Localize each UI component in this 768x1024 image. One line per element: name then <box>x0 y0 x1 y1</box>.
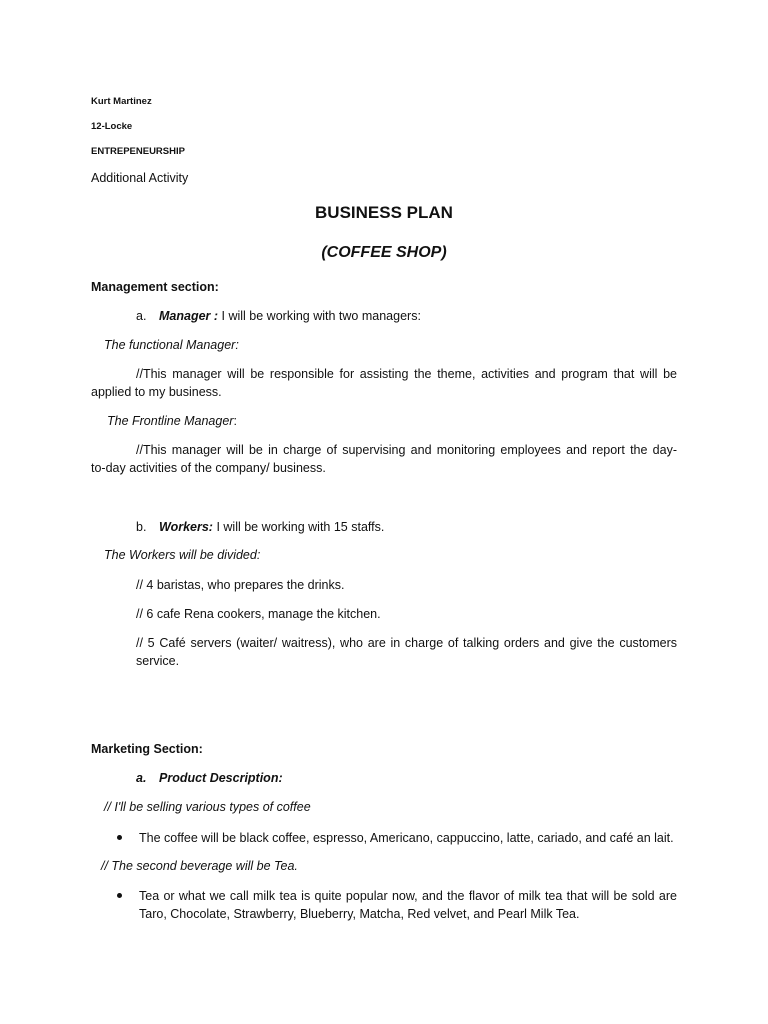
worker-servers-line-2: service. <box>136 654 180 668</box>
worker-cookers: // 6 cafe Rena cookers, manage the kitchen. <box>136 607 381 621</box>
frontline-manager-line-2: to-day activities of the company/ business. <box>91 461 326 475</box>
author-name: Kurt Martinez <box>91 96 152 107</box>
workers-heading: The Workers will be divided: <box>104 548 261 562</box>
activity-label: Additional Activity <box>91 171 189 185</box>
list-marker-b <box>136 518 146 537</box>
class-section: 12-Locke <box>91 121 133 132</box>
document-title: BUSINESS PLAN <box>315 203 453 222</box>
manager-label: Manager : <box>159 309 219 323</box>
list-marker-a <box>136 307 146 326</box>
marketing-heading: Marketing Section: <box>91 742 203 756</box>
workers-label: Workers: <box>159 520 213 534</box>
worker-baristas: // 4 baristas, who prepares the drinks. <box>136 578 345 592</box>
worker-servers-line-1: // 5 Café servers (waiter/ waitress), who are in charge of talking orders and give the customers <box>136 636 677 650</box>
manager-item <box>159 307 421 326</box>
tea-bullet-line-2: Taro, Chocolate, Strawberry, Blueberry, Matcha, Red velvet, and Pearl Milk Tea. <box>139 907 580 921</box>
workers-item <box>159 518 384 537</box>
functional-manager-heading: The functional Manager: <box>104 338 239 352</box>
frontline-manager-line-1: //This manager will be in charge of supervising and monitoring employees and report the day- <box>136 443 677 457</box>
functional-manager-line-1: //This manager will be responsible for assisting the theme, activities and program that will be <box>136 367 677 381</box>
frontline-manager-label: The Frontline Manager <box>107 414 234 428</box>
list-marker-a-label: a. <box>136 309 147 323</box>
list-marker-marketing-a: a. <box>136 771 147 785</box>
document-subtitle: (COFFEE SHOP) <box>321 244 447 261</box>
workers-text: I will be working with 15 staffs. <box>216 520 385 534</box>
coffee-bullet: The coffee will be black coffee, espresso, Americano, cappuccino, latte, cariado, and café an lait. <box>139 831 674 845</box>
bullet-icon <box>117 835 122 840</box>
frontline-colon: : <box>233 414 237 428</box>
list-marker-b-label: b. <box>136 520 147 534</box>
management-heading: Management section: <box>91 280 219 294</box>
product-description-heading: Product Description: <box>159 771 283 785</box>
functional-manager-line-2: applied to my business. <box>91 385 222 399</box>
subject-name: ENTREPENEURSHIP <box>91 146 185 157</box>
frontline-manager-heading <box>107 412 237 431</box>
bullet-icon <box>117 893 122 898</box>
tea-bullet-line-1: Tea or what we call milk tea is quite popular now, and the flavor of milk tea that will be sold are <box>139 889 677 903</box>
manager-text: I will be working with two managers: <box>221 309 421 323</box>
tea-note: // The second beverage will be Tea. <box>101 859 298 873</box>
coffee-note: // I'll be selling various types of coffee <box>104 800 311 814</box>
